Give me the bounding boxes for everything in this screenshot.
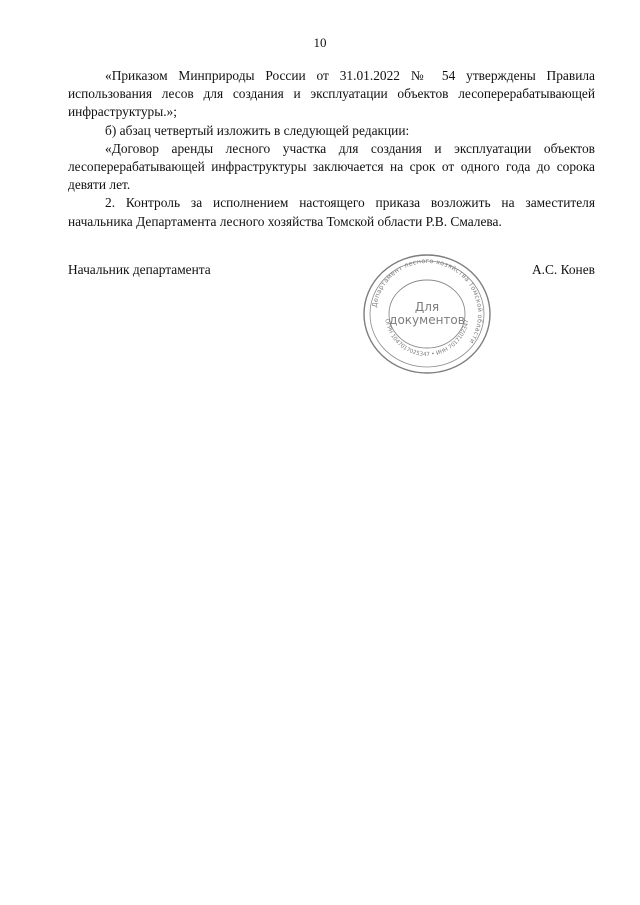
seal-center-line2: документов [389,313,465,327]
paragraph-control: 2. Контроль за исполнением настоящего приказа возложить на заместителя начальника Департамента лесного хозяйства Томской области Р.В. Смалева. [68,195,595,229]
signatory-name: А.С. Конев [531,262,595,277]
paragraph-lease-term: «Договор аренды лесного участка для создания и эксплуатации объектов лесоперерабатывающей инфраструктуры заключается на срок от одного года до сорока девяти лет. [68,140,595,193]
document-body [68,67,595,231]
seal-center-text [357,252,497,376]
official-seal [357,252,497,376]
paragraph-amendment-b: б) абзац четвертый изложить в следующей редакции: [105,122,410,138]
page-number: 10 [313,35,327,50]
seal-inner-text: ОГРН 1047017025347 • ИНН 7017102347 [383,318,471,359]
seal-outer-text: Департамент лесного хозяйства Томской области [370,256,485,346]
signatory-position: Начальник департамента [68,262,211,277]
seal-center-line1: Для [414,300,440,314]
paragraph-quote-order: «Приказом Минприроды России от 31.01.2022 № 54 утверждены Правила использования лесов для создания и эксплуатации объектов лесоперерабатывающей инфраструктуры.»; [68,68,595,120]
